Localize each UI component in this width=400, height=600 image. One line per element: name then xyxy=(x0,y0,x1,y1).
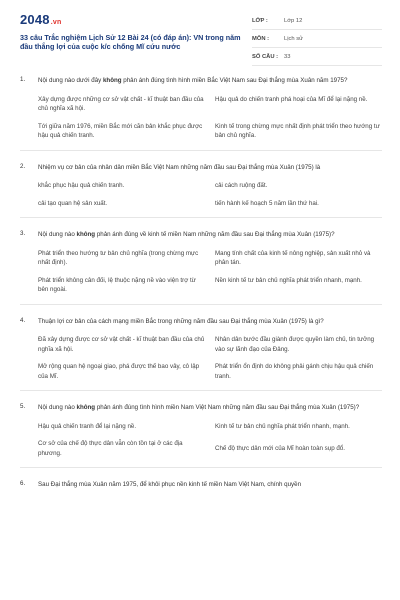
question-number: 5. xyxy=(20,403,26,410)
question-text-post: phản ánh đúng tình hình miền Nam Việt Nam những năm đầu sau Đại thắng mùa Xuân (1975)? xyxy=(95,404,360,411)
question-4 xyxy=(20,317,382,392)
option[interactable]: Nền kinh tế tư bản chủ nghĩa phát triển nhanh, mạnh. xyxy=(215,276,362,284)
option[interactable]: cải cách ruộng đất. xyxy=(215,182,268,189)
info-value: 33 xyxy=(284,53,291,60)
question-3 xyxy=(20,230,382,305)
option[interactable]: khắc phục hậu quả chiến tranh. xyxy=(38,182,125,189)
info-label: MÔN : xyxy=(252,35,270,42)
options xyxy=(38,95,382,141)
option[interactable]: Mang tính chất của kinh tế nông nghiệp, sản xuất nhỏ và phân tán. xyxy=(215,249,371,266)
question-text-pre: Nội dung nào xyxy=(38,231,77,238)
option[interactable]: Phát triển ổn định do không phải gánh chịu hậu quả chiến tranh. xyxy=(215,363,374,380)
question-2 xyxy=(20,163,382,219)
question-6 xyxy=(20,480,382,499)
option[interactable]: Cơ sở của chế độ thực dân vẫn còn tồn tại ở các địa phương. xyxy=(38,440,183,457)
info-row-grade xyxy=(252,12,382,30)
question-text-pre: Thuận lợi cơ bản của cách mạng miền Bắc trong những năm đầu sau Đại thắng mùa Xuân (1975) là gì? xyxy=(38,317,324,325)
options xyxy=(38,335,382,381)
option[interactable]: Chế độ thực dân mới của Mĩ hoàn toàn sụp đổ. xyxy=(215,444,345,452)
options xyxy=(38,422,382,459)
question-text xyxy=(38,230,382,240)
question-text-post: phản ánh đúng tình hình miền Bắc Việt Nam sau Đại thắng mùa Xuân năm 1975? xyxy=(121,77,348,84)
page-title: 33 câu Trắc nghiệm Lịch Sử 12 Bài 24 (có đáp án): VN trong năm đầu thắng lợi của cuộc k/c chống Mĩ cứu nước xyxy=(20,33,241,51)
option[interactable]: Phát triển không cân đối, lệ thuộc nặng nề vào viện trợ từ bên ngoài. xyxy=(38,276,196,293)
question-text-pre: Nội dung nào dưới đây xyxy=(38,77,103,84)
header xyxy=(0,0,400,64)
option[interactable]: Kinh tế tư bản chủ nghĩa phát triển nhanh, mạnh. xyxy=(215,422,350,430)
option[interactable]: Mở rộng quan hệ ngoại giao, phá được thế bao vây, cô lập của Mĩ. xyxy=(38,363,200,380)
info-row-count xyxy=(252,48,382,66)
question-text-pre: Nội dung nào xyxy=(38,404,77,411)
options xyxy=(38,181,382,208)
question-number: 3. xyxy=(20,230,26,237)
question-emphasis: không xyxy=(76,404,96,411)
option[interactable]: Hậu quả chiến tranh để lại nặng nề. xyxy=(38,422,137,430)
question-text xyxy=(38,403,382,413)
option[interactable]: Nhân dân bước đầu giành được quyền làm chủ, tin tưởng vào sự lãnh đạo của Đảng. xyxy=(215,336,375,353)
option[interactable]: Kinh tế trong chừng mực nhất định phát triển theo hướng tư bản chủ nghĩa. xyxy=(215,122,380,139)
question-text xyxy=(38,76,382,86)
info-row-subject xyxy=(252,30,382,48)
question-text: Sau Đại thắng mùa Xuân năm 1975, để khôi phục nền kinh tế miền Nam Việt Nam, chính quyền xyxy=(38,481,302,488)
site-logo[interactable] xyxy=(20,12,61,27)
info-value: Lớp 12 xyxy=(284,17,303,24)
question-emphasis: không xyxy=(102,77,122,84)
option[interactable]: Xây dựng được những cơ sở vật chất - kĩ thuật ban đầu của chủ nghĩa xã hội. xyxy=(38,95,204,112)
question-1 xyxy=(20,76,382,151)
option[interactable]: tiến hành kế hoạch 5 năm lần thứ hai. xyxy=(215,199,319,207)
info-label: SỐ CÂU : xyxy=(252,53,279,60)
question-number: 4. xyxy=(20,316,26,324)
option[interactable]: Hậu quả do chiến tranh phá hoại của Mĩ để lại nặng nề. xyxy=(215,95,368,103)
option[interactable]: Đã xây dựng được cơ sở vật chất - kĩ thuật ban đầu của chủ nghĩa xã hội. xyxy=(38,336,205,353)
option[interactable]: Tới giữa năm 1976, miền Bắc mới căn bản khắc phục được hậu quả chiến tranh. xyxy=(38,122,203,139)
question-5 xyxy=(20,403,382,468)
option[interactable]: cải tạo quan hệ sản xuất. xyxy=(38,199,108,207)
logo-text: 2048 xyxy=(20,12,50,27)
logo-suffix: .vn xyxy=(50,19,62,26)
question-text-pre: Nhiệm vụ cơ bản của nhân dân miền Bắc Việt Nam những năm đầu sau Đại thắng mùa Xuân (1975) là xyxy=(38,163,321,171)
info-panel xyxy=(252,12,382,66)
option[interactable]: Phát triển theo hướng tư bản chủ nghĩa (trong chừng mực nhất định). xyxy=(38,249,199,266)
question-text xyxy=(38,163,382,173)
info-label: LỚP : xyxy=(252,17,268,24)
question-list xyxy=(0,76,400,511)
question-number: 6. xyxy=(20,480,26,487)
options xyxy=(38,249,382,295)
info-value: Lịch sử xyxy=(284,35,304,42)
question-text-post: phản ánh đúng về kinh tế miền Nam những năm đầu sau Đại thắng mùa Xuân (1975)? xyxy=(95,231,335,238)
question-number: 1. xyxy=(20,76,26,83)
question-text xyxy=(38,317,382,327)
question-emphasis: không xyxy=(76,231,96,238)
question-number: 2. xyxy=(20,162,26,170)
